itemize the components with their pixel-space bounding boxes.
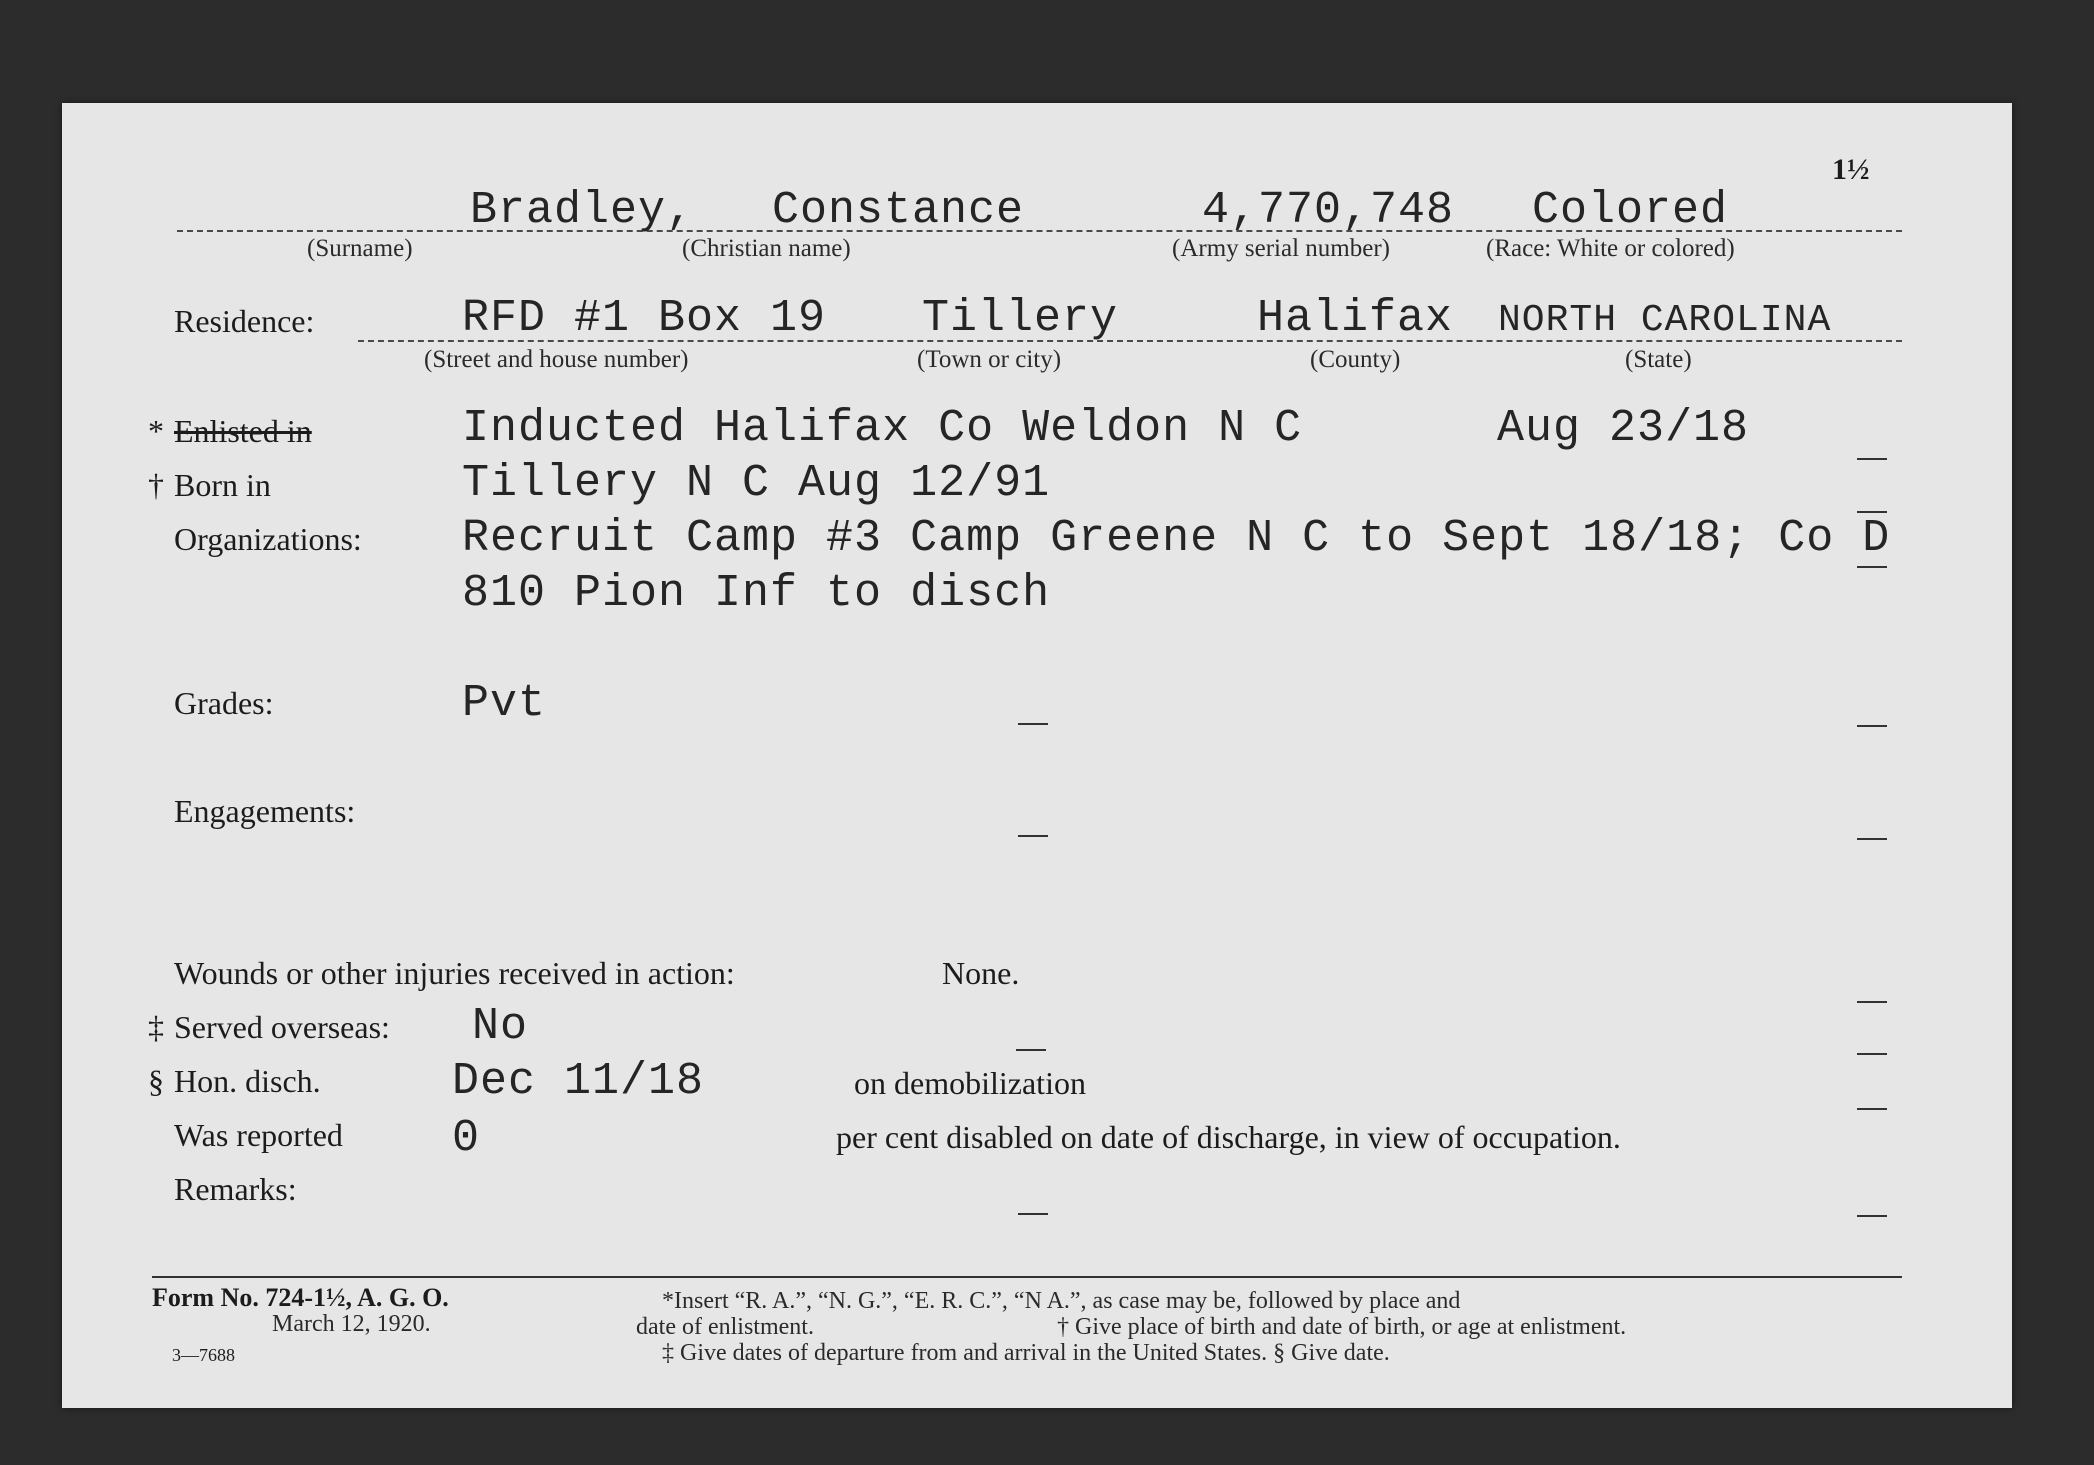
serial-number-value: 4,770,748 — [1202, 185, 1455, 236]
row-end-dash — [1857, 1053, 1887, 1055]
county-caption: (County) — [1310, 346, 1401, 373]
engagements-label: Engagements: — [174, 793, 356, 829]
was-reported-label: Was reported — [174, 1117, 343, 1153]
grades-value: Pvt — [462, 678, 547, 729]
row-end-dash — [1857, 725, 1887, 727]
town-caption: (Town or city) — [917, 346, 1062, 373]
town-value: Tillery — [922, 293, 1119, 344]
row-end-dash — [1857, 1215, 1887, 1217]
state-value: NORTH CAROLINA — [1498, 299, 1832, 342]
served-overseas-label: Served overseas: — [174, 1009, 390, 1045]
born-value: Tillery N C Aug 12/91 — [462, 458, 1051, 509]
enlisted-mark: * — [148, 413, 164, 449]
wounds-label: Wounds or other injuries received in action: — [174, 955, 735, 991]
row-end-dash — [1857, 838, 1887, 840]
christian-name-caption: (Christian name) — [682, 235, 851, 262]
footer-rule — [152, 1276, 1902, 1278]
residence-label: Residence: — [174, 303, 315, 339]
row-end-dash — [1857, 458, 1887, 460]
footnote-1: *Insert “R. A.”, “N. G.”, “E. R. C.”, “N A.”, as case may be, followed by place and — [662, 1288, 1461, 1314]
county-value: Halifax — [1257, 293, 1454, 344]
row-mid-dash — [1018, 723, 1048, 725]
row-mid-dash — [1018, 1213, 1048, 1215]
born-mark: † — [148, 467, 164, 503]
street-value: RFD #1 Box 19 — [462, 293, 827, 344]
serial-caption: (Army serial number) — [1172, 235, 1390, 262]
enlisted-label: Enlisted in — [174, 413, 312, 449]
footnote-2a: date of enlistment. — [636, 1314, 814, 1340]
wounds-value: None. — [942, 955, 1020, 991]
christian-name-value: Constance — [772, 185, 1025, 236]
organizations-value-1: Recruit Camp #3 Camp Greene N C to Sept 18/18; Co D — [462, 513, 1891, 564]
page-number: 1½ — [1832, 153, 1870, 186]
remarks-label: Remarks: — [174, 1171, 297, 1207]
demobilization-text: on demobilization — [854, 1065, 1086, 1101]
row-end-dash — [1857, 566, 1887, 568]
race-value: Colored — [1532, 185, 1729, 236]
row-end-dash — [1857, 1001, 1887, 1003]
footnote-2b: † Give place of birth and date of birth, or age at enlistment. — [1057, 1314, 1627, 1340]
street-caption: (Street and house number) — [424, 346, 689, 373]
percent-disabled-text: per cent disabled on date of discharge, in view of occupation. — [836, 1119, 1621, 1155]
race-caption: (Race: White or colored) — [1486, 235, 1735, 262]
organizations-label: Organizations: — [174, 521, 362, 557]
service-record-card — [62, 103, 2012, 1408]
print-code: 3—7688 — [172, 1345, 235, 1365]
enlisted-date-value: Aug 23/18 — [1497, 403, 1750, 454]
form-date: March 12, 1920. — [272, 1311, 431, 1337]
state-caption: (State) — [1625, 346, 1692, 373]
served-overseas-value: No — [472, 1001, 529, 1052]
enlisted-value: Inducted Halifax Co Weldon N C — [462, 403, 1303, 454]
was-reported-value: 0 — [452, 1113, 481, 1164]
grades-label: Grades: — [174, 685, 274, 721]
born-label: Born in — [174, 467, 271, 503]
form-number: Form No. 724-1½, A. G. O. — [152, 1283, 449, 1312]
served-mark: ‡ — [148, 1009, 164, 1045]
hon-mark: § — [148, 1063, 164, 1099]
surname-value: Bradley, — [470, 185, 695, 236]
row-mid-dash — [1016, 1049, 1046, 1051]
hon-disch-value: Dec 11/18 — [452, 1056, 705, 1107]
organizations-value-2: 810 Pion Inf to disch — [462, 568, 1051, 619]
surname-caption: (Surname) — [307, 235, 413, 262]
footnote-3: ‡ Give dates of departure from and arrival in the United States. § Give date. — [662, 1340, 1390, 1366]
hon-disch-label: Hon. disch. — [174, 1063, 321, 1099]
row-end-dash — [1857, 1108, 1887, 1110]
row-mid-dash — [1018, 835, 1048, 837]
